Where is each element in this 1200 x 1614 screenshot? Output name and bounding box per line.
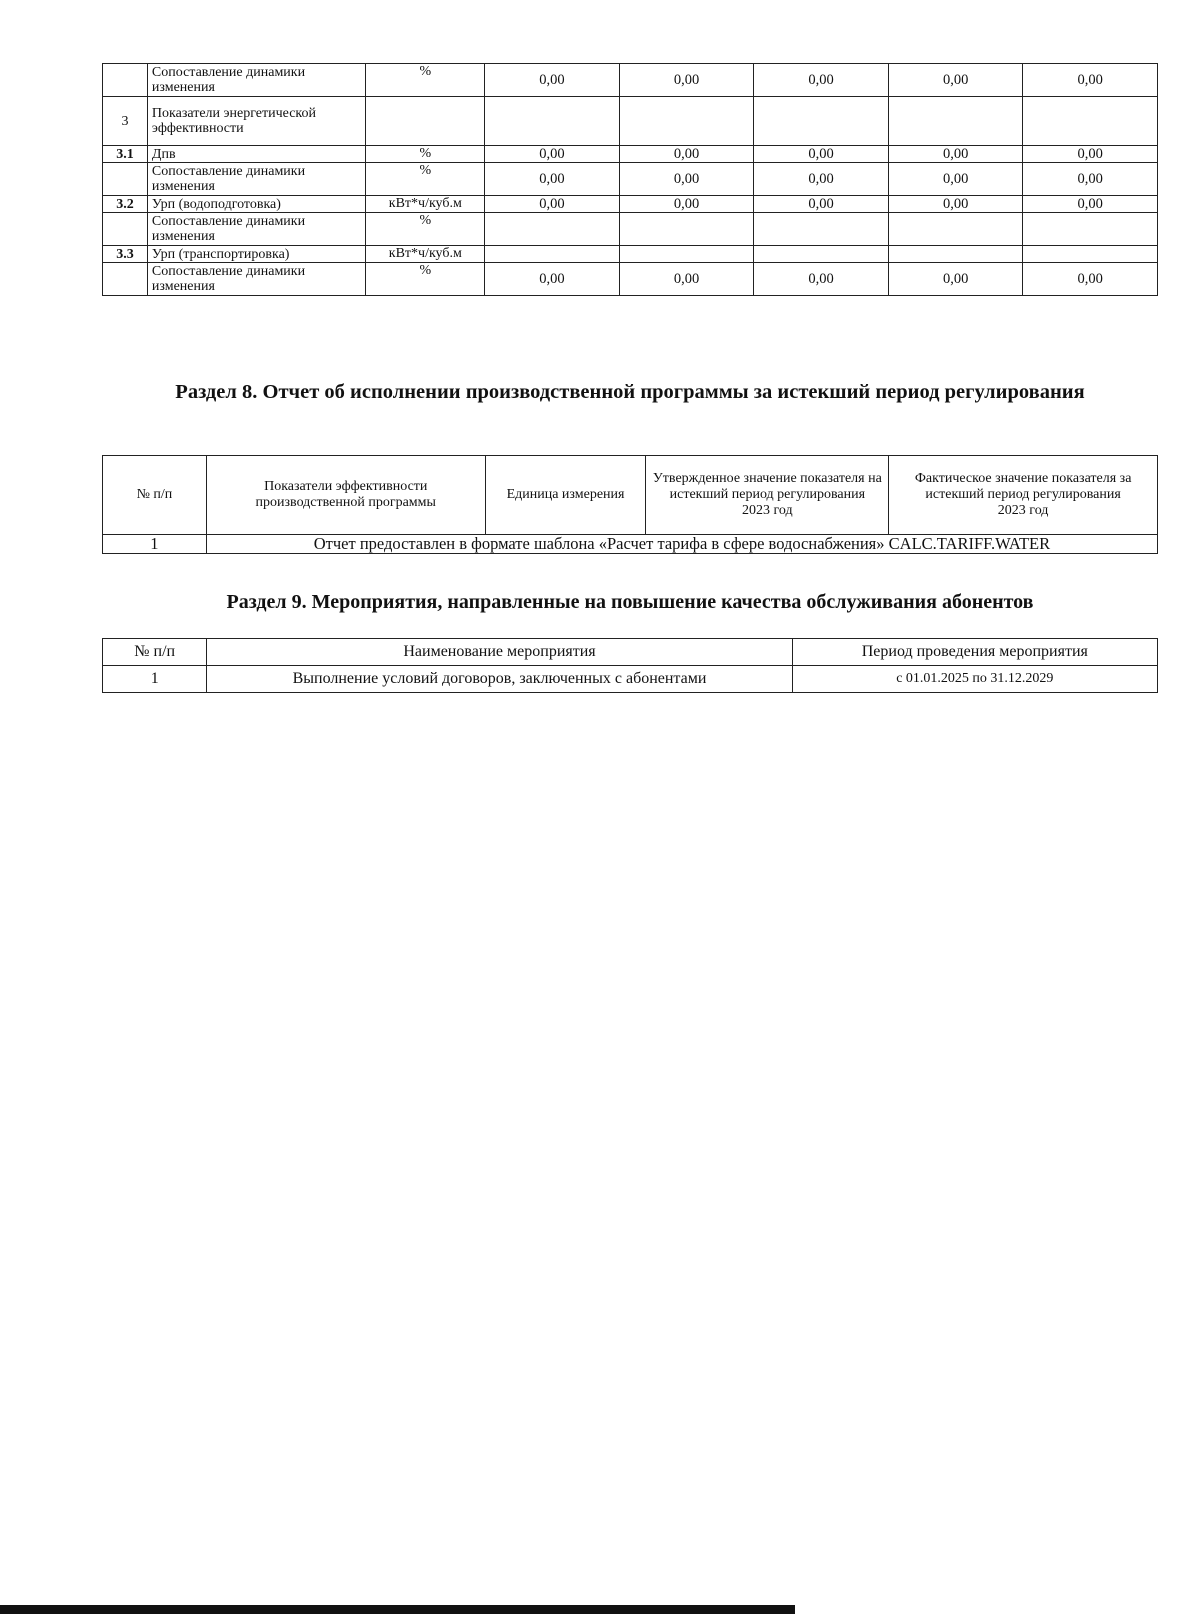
row-report-text: Отчет предоставлен в формате шаблона «Расчет тарифа в сфере водоснабжения» CALC.TARIFF.WATER [206, 535, 1157, 554]
table-row [103, 213, 1158, 246]
row-value-2 [619, 246, 754, 263]
header-actual-text: Фактическое значение показателя за истекший период регулирования [914, 471, 1132, 502]
row-value-1 [485, 97, 620, 146]
row-value-4: 0,00 [888, 146, 1023, 163]
row-period: с 01.01.2025 по 31.12.2029 [792, 666, 1157, 693]
row-value-3: 0,00 [754, 64, 889, 97]
row-num: 3.3 [103, 246, 148, 263]
row-value-4: 0,00 [888, 64, 1023, 97]
row-value-5: 0,00 [1023, 146, 1158, 163]
row-num: 1 [103, 666, 207, 693]
row-num [103, 263, 148, 296]
table-row [103, 163, 1158, 196]
table-row [103, 666, 1158, 693]
row-value-3: 0,00 [754, 196, 889, 213]
section9-title: Раздел 9. Мероприятия, направленные на повышение качества обслуживания абонентов [226, 591, 1034, 613]
header-num: № п/п [103, 456, 207, 535]
row-value-4: 0,00 [888, 163, 1023, 196]
row-value-4 [888, 213, 1023, 246]
row-num [103, 163, 148, 196]
row-unit: кВт*ч/куб.м [366, 246, 485, 263]
row-value-4 [888, 246, 1023, 263]
header-approved-year: 2023 год [742, 503, 793, 518]
row-indicator-name: Урп (транспортировка) [147, 246, 366, 263]
row-num [103, 213, 148, 246]
header-num: № п/п [103, 639, 207, 666]
row-value-2: 0,00 [619, 64, 754, 97]
row-unit: % [366, 213, 485, 246]
row-value-5: 0,00 [1023, 196, 1158, 213]
header-approved [646, 456, 889, 535]
energy-efficiency-table-body [103, 64, 1158, 296]
row-value-2: 0,00 [619, 196, 754, 213]
table-row [103, 97, 1158, 146]
row-indicator-name: Дпв [147, 146, 366, 163]
row-value-1: 0,00 [485, 64, 620, 97]
row-value-1 [485, 213, 620, 246]
row-value-3 [754, 213, 889, 246]
row-num: 3.2 [103, 196, 148, 213]
table-row [103, 535, 1158, 554]
energy-efficiency-table [102, 63, 1158, 296]
row-unit: % [366, 146, 485, 163]
row-value-5: 0,00 [1023, 263, 1158, 296]
row-value-5 [1023, 97, 1158, 146]
row-value-3: 0,00 [754, 263, 889, 296]
row-num [103, 64, 148, 97]
table-row [103, 246, 1158, 263]
row-unit: % [366, 64, 485, 97]
table-row [103, 146, 1158, 163]
production-program-report-table [102, 455, 1158, 554]
row-value-4: 0,00 [888, 263, 1023, 296]
row-unit [366, 97, 485, 146]
row-value-1: 0,00 [485, 146, 620, 163]
row-num: 3 [103, 97, 148, 146]
header-indicator: Показатели эффективности производственной программы [206, 456, 485, 535]
row-indicator-name: Урп (водоподготовка) [147, 196, 366, 213]
table-row [103, 263, 1158, 296]
scan-edge-line [0, 1605, 795, 1614]
row-unit: кВт*ч/куб.м [366, 196, 485, 213]
row-value-5 [1023, 246, 1158, 263]
table-header-row [103, 639, 1158, 666]
header-unit: Единица измерения [485, 456, 646, 535]
row-value-2 [619, 213, 754, 246]
row-value-3 [754, 246, 889, 263]
row-value-1 [485, 246, 620, 263]
row-value-5: 0,00 [1023, 163, 1158, 196]
row-indicator-name: Сопоставление динамики изменения [147, 213, 366, 246]
header-approved-text: Утвержденное значение показателя на истекший период регулирования [652, 471, 882, 502]
row-value-4: 0,00 [888, 196, 1023, 213]
row-num: 3.1 [103, 146, 148, 163]
service-quality-measures-table [102, 638, 1158, 693]
row-measure-name: Выполнение условий договоров, заключенных с абонентами [207, 666, 792, 693]
row-value-2 [619, 97, 754, 146]
row-indicator-name: Сопоставление динамики изменения [147, 64, 366, 97]
header-actual [889, 456, 1158, 535]
table-row [103, 196, 1158, 213]
header-actual-year: 2023 год [997, 503, 1049, 518]
row-value-1: 0,00 [485, 163, 620, 196]
row-value-3: 0,00 [754, 146, 889, 163]
header-measure-name: Наименование мероприятия [207, 639, 792, 666]
row-value-1: 0,00 [485, 263, 620, 296]
row-value-2: 0,00 [619, 146, 754, 163]
table-header-row [103, 456, 1158, 535]
table-row [103, 64, 1158, 97]
row-value-4 [888, 97, 1023, 146]
header-period: Период проведения мероприятия [792, 639, 1157, 666]
row-value-1: 0,00 [485, 196, 620, 213]
row-indicator-name: Показатели энергетической эффективности [147, 97, 366, 146]
row-indicator-name: Сопоставление динамики изменения [147, 263, 366, 296]
row-value-2: 0,00 [619, 163, 754, 196]
row-indicator-name: Сопоставление динамики изменения [147, 163, 366, 196]
row-value-5: 0,00 [1023, 64, 1158, 97]
row-num: 1 [103, 535, 207, 554]
row-value-2: 0,00 [619, 263, 754, 296]
section8-title: Раздел 8. Отчет об исполнении производственной программы за истекший период регулирования [175, 381, 1085, 403]
row-value-3: 0,00 [754, 163, 889, 196]
row-unit: % [366, 263, 485, 296]
row-value-3 [754, 97, 889, 146]
row-unit: % [366, 163, 485, 196]
row-value-5 [1023, 213, 1158, 246]
